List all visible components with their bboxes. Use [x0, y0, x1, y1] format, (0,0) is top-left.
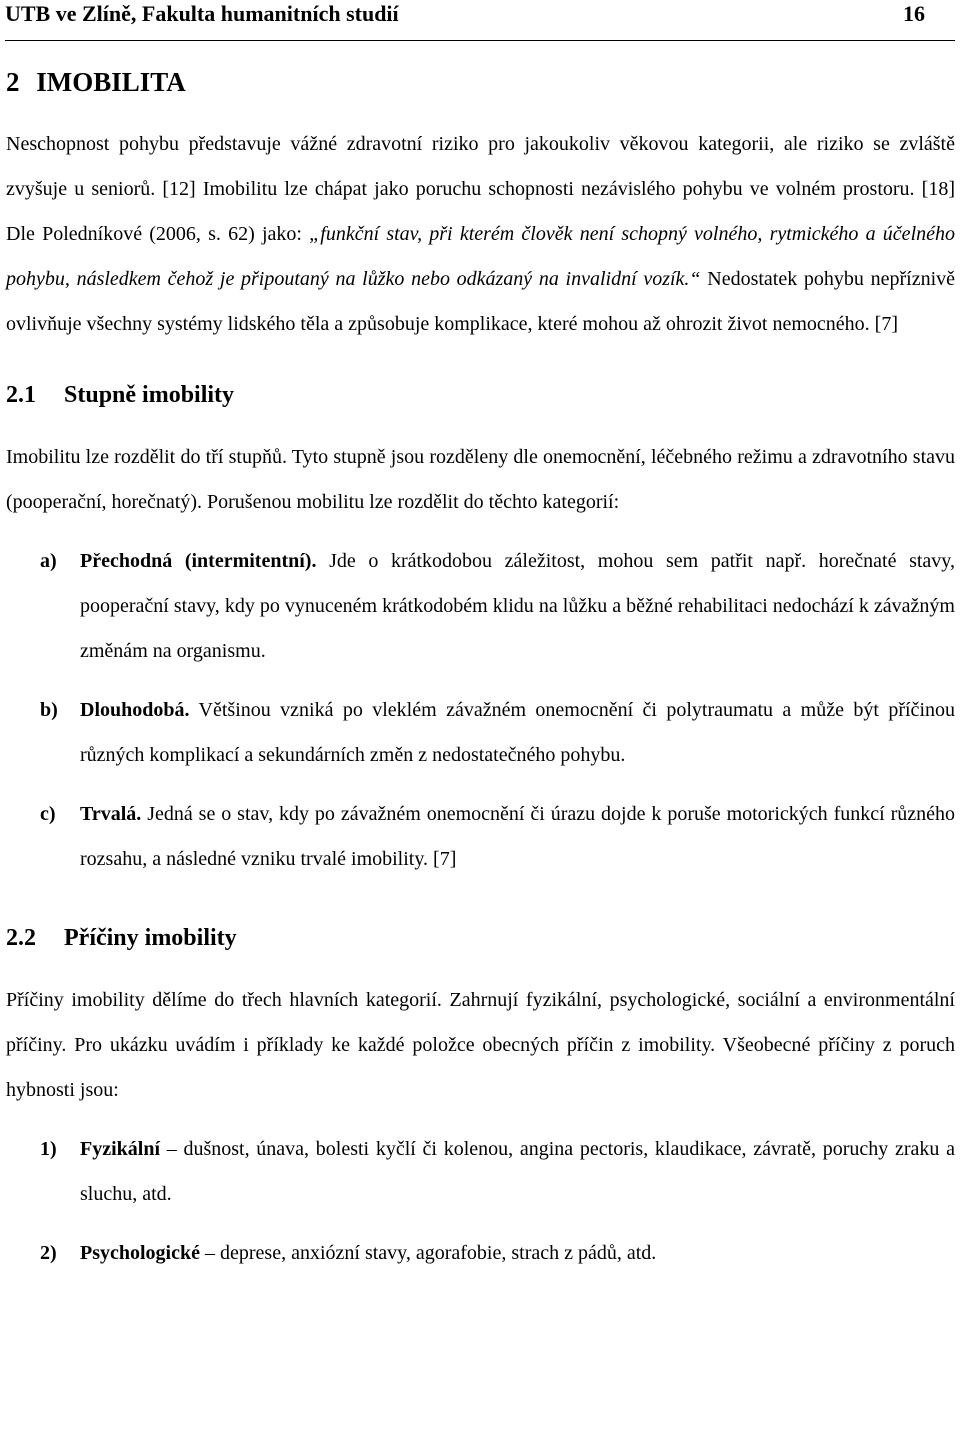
chapter-heading	[6, 58, 955, 108]
section-heading-stupne	[6, 369, 955, 421]
intro-paragraph	[6, 122, 955, 347]
page-content	[6, 58, 955, 1276]
intro-text-after: Nedostatek pohybu nepříznivě ovlivňuje všechny systémy lidského těla a způsobuje komplikace, které mohou až ohrozit život nemocného. [7]	[6, 268, 955, 335]
list-item	[6, 792, 955, 882]
section-2-paragraph: Příčiny imobility dělíme do třech hlavních kategorií. Zahrnují fyzikální, psychologické, sociální a environmentální příčiny. Pro ukázku uvádím i příklady ke každé položce obecných příčin z imobility. Všeobecné příčiny z poruch hybnosti jsou:	[6, 989, 955, 1101]
chapter-number: 2	[6, 67, 20, 97]
intro-quote: „funkční stav, při kterém člověk není schopný volného, rytmického a účelného pohybu, následkem čehož je připoutaný na lůžko nebo odkázaný na invalidní vozík.“	[6, 223, 955, 290]
list-item	[6, 539, 955, 674]
section-title: Stupně imobility	[64, 382, 235, 408]
list-term: Trvalá.	[80, 803, 142, 825]
list-marker: a)	[40, 550, 57, 572]
list-marker: b)	[40, 699, 58, 721]
section-number: 2.1	[6, 382, 36, 408]
list-marker: 1)	[40, 1138, 57, 1160]
section-number: 2.2	[6, 925, 36, 951]
list-text: Jde o krátkodobou záležitost, mohou sem patřit např. horečnaté stavy, pooperační stavy, kdy po vynuceném krátkodobém klidu na lůžku a běžné rehabilitaci nedochází k závažným změnám na organismu.	[80, 550, 955, 662]
list-item	[6, 688, 955, 778]
section-title: Příčiny imobility	[64, 925, 237, 951]
list-marker: 2)	[40, 1242, 57, 1264]
page-number: 16	[903, 1, 925, 26]
header-title: UTB ve Zlíně, Fakulta humanitních studií	[5, 1, 399, 26]
list-text: Většinou vzniká po vleklém závažném onemocnění či polytraumatu a může být příčinou různých komplikací a sekundárních změn z nedostatečného pohybu.	[80, 699, 955, 766]
section-1-paragraph: Imobilitu lze rozdělit do tří stupňů. Tyto stupně jsou rozděleny dle onemocnění, léčebného režimu a zdravotního stavu (pooperační, horečnatý). Porušenou mobilitu lze rozdělit do těchto kategorií:	[6, 446, 955, 513]
list-text: – deprese, anxiózní stavy, agorafobie, strach z pádů, atd.	[200, 1242, 657, 1264]
list-item	[6, 1127, 955, 1217]
list-item	[6, 1231, 955, 1276]
running-header	[5, 0, 955, 41]
list-term: Dlouhodobá.	[80, 699, 190, 721]
list-term: Fyzikální	[80, 1138, 161, 1160]
list-text: Jedná se o stav, kdy po závažném onemocnění či úrazu dojde k poruše motorických funkcí různého rozsahu, a následné vzniku trvalé imobility. [7]	[80, 803, 955, 870]
list-text: – dušnost, únava, bolesti kyčlí či kolenou, angina pectoris, klaudikace, závratě, poruchy zraku a sluchu, atd.	[80, 1138, 955, 1205]
list-term: Přechodná (intermitentní).	[80, 550, 317, 572]
section-heading-priciny	[6, 912, 955, 964]
list-marker: c)	[40, 803, 56, 825]
chapter-title: IMOBILITA	[36, 67, 186, 97]
intro-text-before: Neschopnost pohybu představuje vážné zdravotní riziko pro jakoukoliv věkovou kategorii, ale riziko se zvláště zvyšuje u seniorů. [12] Imobilitu lze chápat jako poruchu schopnosti nezávislého pohybu ve volném prostoru. [18] Dle Poledníkové (2006, s. 62) jako:	[6, 133, 955, 245]
list-term: Psychologické	[80, 1242, 200, 1264]
